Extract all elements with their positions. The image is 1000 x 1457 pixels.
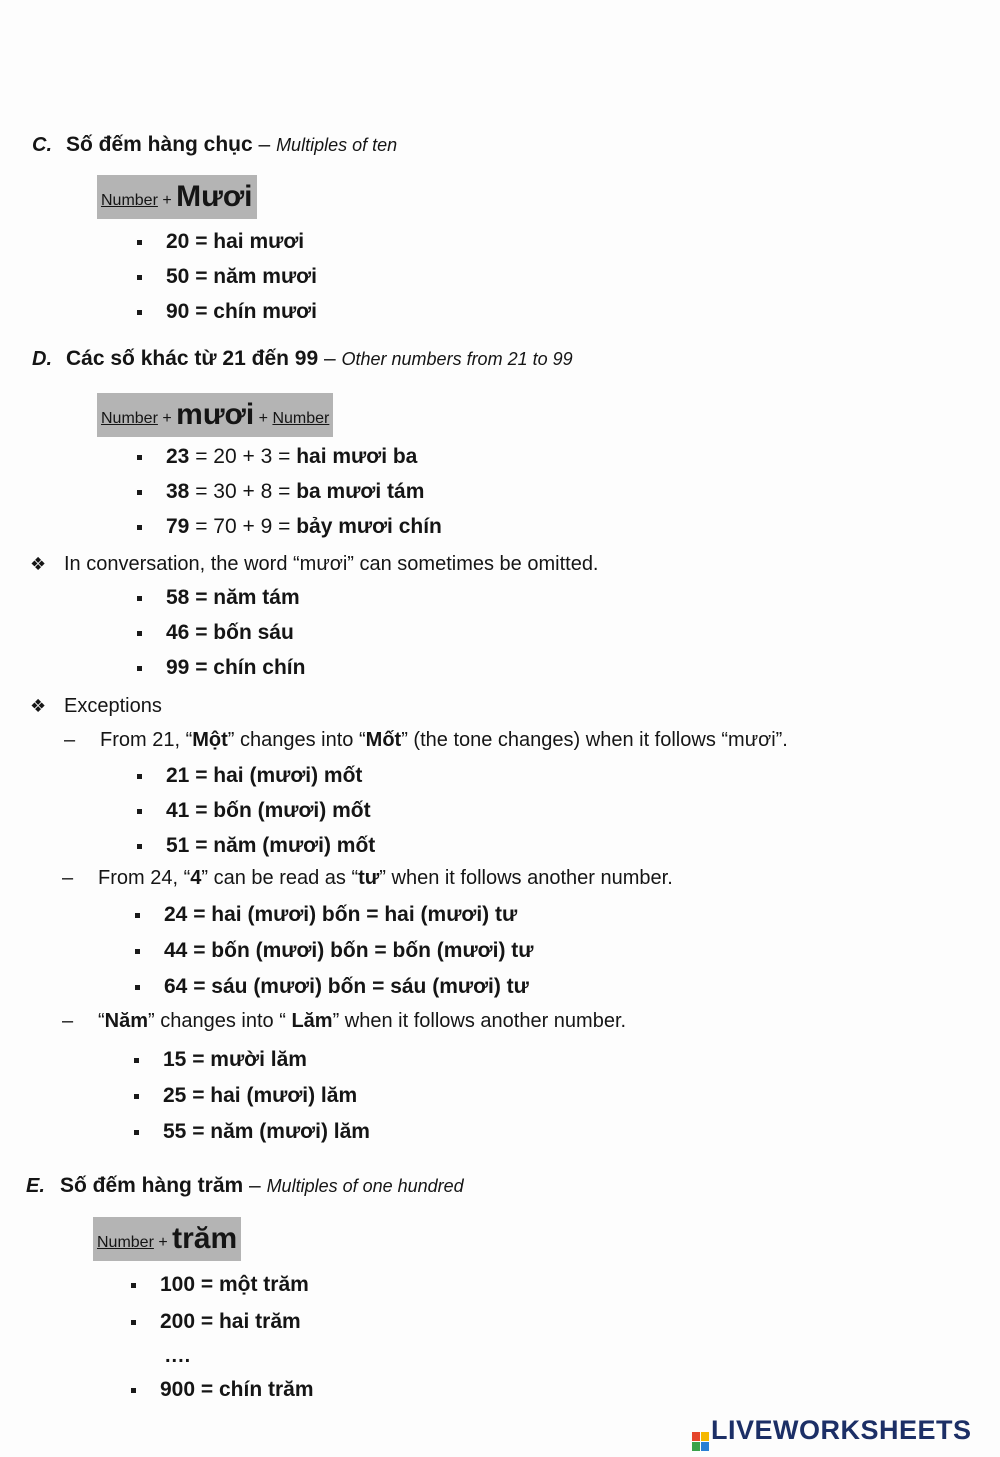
- section-d-heading: [32, 347, 573, 371]
- section-e-title-vi: Số đếm hàng trăm: [60, 1174, 244, 1197]
- bullet-icon: [137, 455, 142, 460]
- section-e-letter: E.: [26, 1175, 45, 1197]
- logo-block: [701, 1442, 709, 1451]
- logo-text: LIVEWORKSHEETS: [711, 1415, 972, 1445]
- bullet-icon: [137, 844, 142, 849]
- bullet-icon: [135, 949, 140, 954]
- section-d-title-vi: Các số khác từ 21 đến 99: [66, 347, 319, 370]
- exceptions-heading: [30, 695, 162, 718]
- dash-bullet: –: [64, 729, 76, 751]
- bullet-icon: [137, 631, 142, 636]
- bullet-icon: [137, 525, 142, 530]
- list-item: 51 = năm (mươi) mốt: [137, 834, 375, 858]
- section-c-letter: C.: [32, 134, 52, 156]
- bullet-icon: [137, 596, 142, 601]
- formula-word: mươi: [176, 398, 255, 431]
- list-item: 99 = chín chín: [137, 656, 305, 680]
- list-item: 20 = hai mươi: [137, 230, 304, 254]
- bullet-icon: [137, 666, 142, 671]
- list-item: 15 = mười lăm: [134, 1048, 307, 1072]
- note-text: In conversation, the word “mươi” can sometimes be omitted.: [64, 553, 599, 575]
- formula-word: Mươi: [176, 180, 253, 213]
- list-item: 55 = năm (mươi) lăm: [134, 1120, 370, 1144]
- section-c-formula: [97, 175, 257, 219]
- section-c-heading: [32, 133, 397, 157]
- bullet-icon: [131, 1283, 136, 1288]
- list-item: 25 = hai (mươi) lăm: [134, 1084, 357, 1108]
- formula-plus-2: +: [254, 410, 273, 427]
- formula-number-label: Number: [97, 1234, 154, 1251]
- bullet-icon: [137, 240, 142, 245]
- list-item: 41 = bốn (mươi) mốt: [137, 799, 371, 823]
- list-item: 79 = 70 + 9 = bảy mươi chín: [137, 515, 442, 539]
- formula-number-label: Number: [101, 192, 158, 209]
- formula-plus: +: [157, 410, 177, 427]
- section-d-sep: –: [318, 347, 342, 370]
- logo-block: [692, 1442, 700, 1451]
- exception-rule-2: – From 24, “4” can be read as “tư” when it follows another number.: [62, 867, 673, 889]
- dash-bullet: –: [62, 1010, 74, 1032]
- exception-rule-1: – From 21, “Một” changes into “Mốt” (the tone changes) when it follows “mươi”.: [64, 729, 788, 751]
- bullet-icon: [137, 774, 142, 779]
- section-e-heading: [26, 1174, 464, 1198]
- bullet-icon: [131, 1388, 136, 1393]
- list-item: 90 = chín mươi: [137, 300, 317, 324]
- bullet-icon: [137, 310, 142, 315]
- bullet-icon: [137, 275, 142, 280]
- list-item: 50 = năm mươi: [137, 265, 317, 289]
- bullet-icon: [134, 1094, 139, 1099]
- bullet-icon: [131, 1320, 136, 1325]
- exceptions-title: Exceptions: [64, 695, 162, 717]
- list-item: 58 = năm tám: [137, 586, 300, 610]
- bullet-icon: [134, 1130, 139, 1135]
- liveworksheets-logo: [692, 1415, 972, 1451]
- conversation-note: [30, 553, 599, 576]
- list-item: 46 = bốn sáu: [137, 621, 294, 645]
- list-item: 64 = sáu (mươi) bốn = sáu (mươi) tư: [135, 975, 529, 999]
- bullet-icon: [137, 809, 142, 814]
- bullet-icon: [134, 1058, 139, 1063]
- logo-block: [701, 1432, 709, 1441]
- list-item: 38 = 30 + 8 = ba mươi tám: [137, 480, 424, 504]
- section-e-sep: –: [243, 1174, 267, 1197]
- section-c-sep: –: [252, 133, 277, 156]
- formula-plus: +: [157, 192, 177, 209]
- section-c-title-vi: Số đếm hàng chục: [66, 133, 253, 156]
- section-d-title-en: Other numbers from 21 to 99: [341, 349, 573, 369]
- section-e-title-en: Multiples of one hundred: [266, 1176, 464, 1196]
- list-item: 24 = hai (mươi) bốn = hai (mươi) tư: [135, 903, 517, 927]
- ellipsis: ....: [165, 1345, 192, 1367]
- bullet-icon: [137, 490, 142, 495]
- logo-blocks-icon: [692, 1432, 709, 1451]
- section-d-letter: D.: [32, 348, 52, 370]
- list-item: 100 = một trăm: [131, 1273, 309, 1297]
- section-c-title-en: Multiples of ten: [276, 135, 398, 155]
- diamond-bullet-icon: ❖: [30, 696, 47, 716]
- list-item: 23 = 20 + 3 = hai mươi ba: [137, 445, 417, 469]
- list-item: 200 = hai trăm: [131, 1310, 301, 1334]
- formula-number-suffix: Number: [272, 410, 330, 427]
- dash-bullet: –: [62, 867, 74, 889]
- bullet-icon: [135, 985, 140, 990]
- section-d-formula: [97, 393, 333, 437]
- logo-block: [692, 1432, 700, 1441]
- list-item: 21 = hai (mươi) mốt: [137, 764, 362, 788]
- list-item: 44 = bốn (mươi) bốn = bốn (mươi) tư: [135, 939, 533, 963]
- formula-plus: +: [153, 1234, 173, 1251]
- section-e-formula: [93, 1217, 241, 1261]
- formula-word: trăm: [172, 1222, 238, 1255]
- exception-rule-3: – “Năm” changes into “ Lăm” when it follows another number.: [62, 1010, 627, 1032]
- diamond-bullet-icon: ❖: [30, 554, 47, 574]
- list-item: 900 = chín trăm: [131, 1378, 314, 1402]
- formula-number-label: Number: [101, 410, 158, 427]
- bullet-icon: [135, 913, 140, 918]
